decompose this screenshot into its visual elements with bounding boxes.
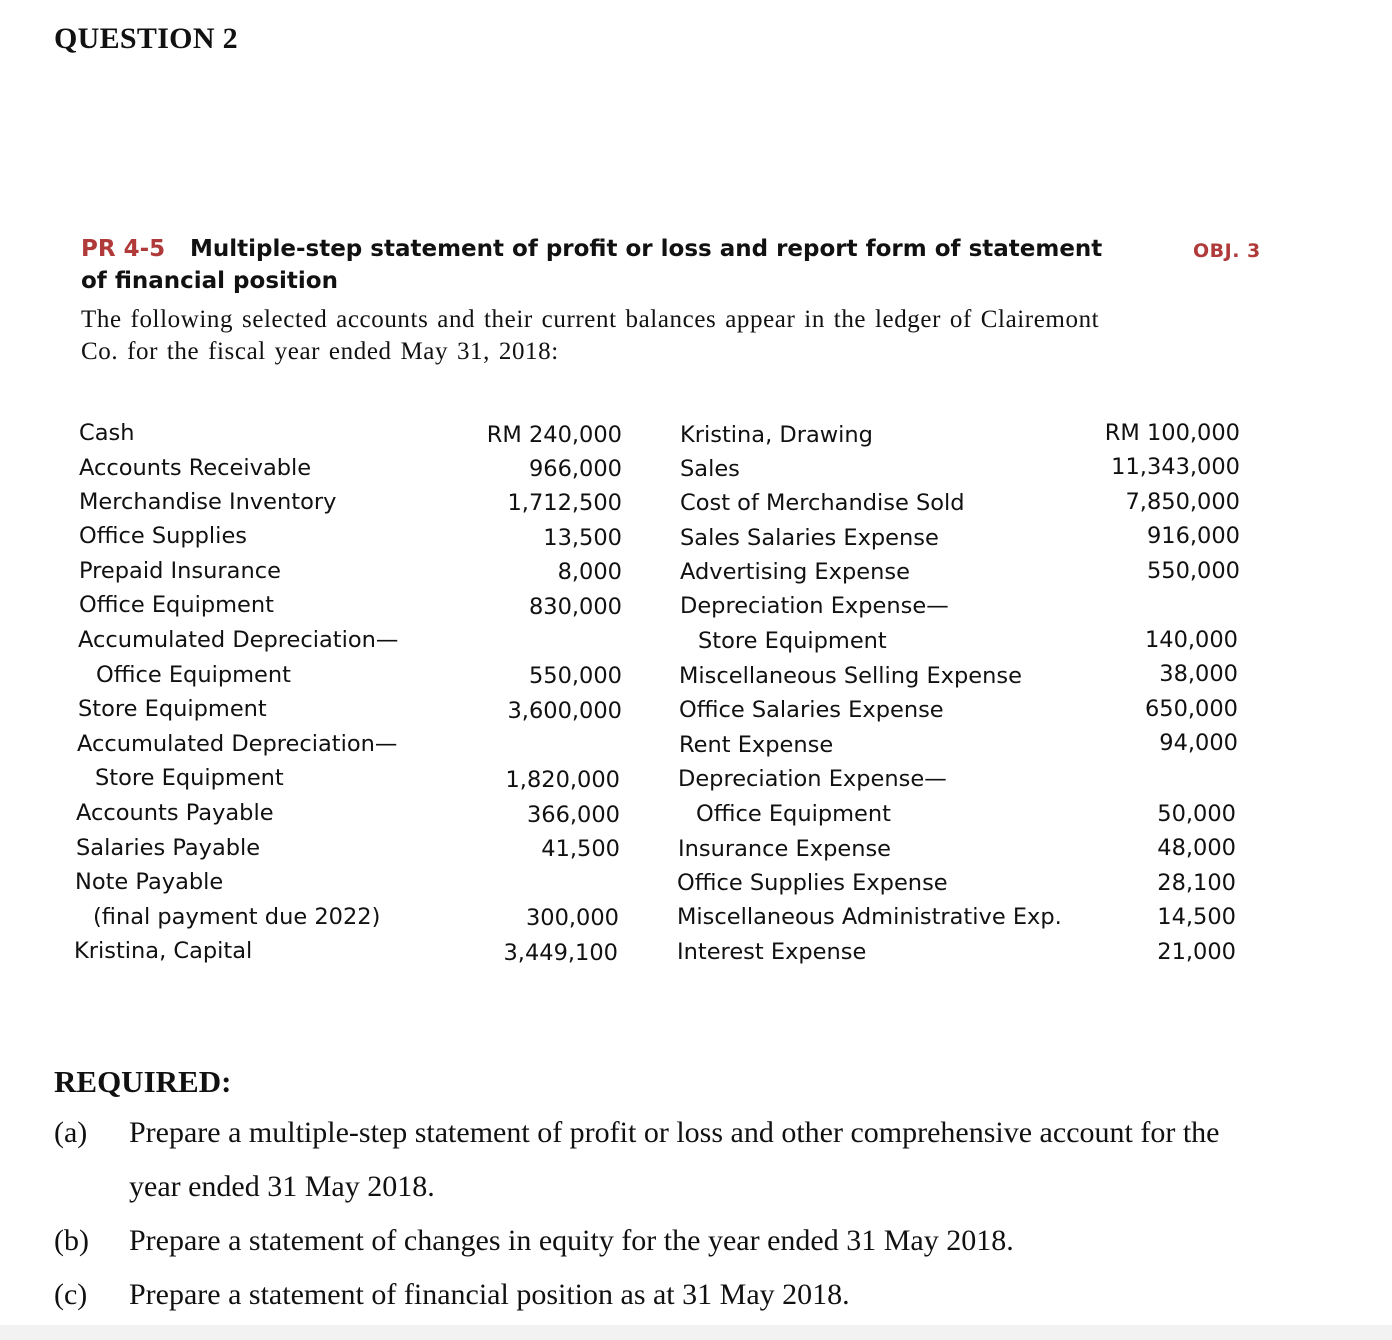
account-amount: 38,000 [1159, 661, 1238, 687]
account-label: Store Equipment [78, 696, 267, 722]
account-amount: 650,000 [1144, 696, 1238, 722]
account-amount: 1,712,500 [507, 490, 622, 516]
required-item-letter: (b) [54, 1224, 89, 1257]
account-label: Miscellaneous Selling Expense [679, 663, 1022, 689]
account-amount: 21,000 [1157, 939, 1236, 965]
account-label: Accumulated Depreciation— [77, 731, 398, 757]
account-label: Prepaid Insurance [79, 558, 281, 584]
account-amount: 366,000 [526, 802, 620, 828]
account-label: Accounts Receivable [79, 455, 312, 481]
objective-label: OBJ. 3 [1193, 240, 1261, 262]
account-label: Cash [79, 420, 135, 446]
required-item-text: Prepare a statement of financial position as at 31 May 2018. [129, 1278, 850, 1311]
account-label: Store Equipment [698, 628, 887, 654]
intro-text: The following selected accounts and their current balances appear in the ledger of Clairemont [81, 306, 1100, 333]
account-label: Office Equipment [79, 592, 274, 618]
required-item-text: Prepare a multiple-step statement of profit or loss and other comprehensive account for the [129, 1116, 1220, 1149]
account-amount: 94,000 [1159, 730, 1238, 756]
account-label: Rent Expense [679, 732, 834, 758]
account-label: Salaries Payable [76, 835, 261, 861]
page-bottom-edge [0, 1325, 1392, 1340]
account-amount: 830,000 [528, 594, 622, 620]
account-label: Cost of Merchandise Sold [680, 490, 965, 516]
account-label: Sales Salaries Expense [680, 525, 939, 551]
required-item-letter: (c) [54, 1278, 88, 1311]
account-label: Office Supplies [79, 523, 248, 549]
problem-title: Multiple-step statement of profit or loss and report form of statement [190, 236, 1103, 262]
problem-code: PR 4-5 [81, 236, 166, 262]
account-amount: 550,000 [1146, 558, 1240, 584]
problem-title-continued: of financial position [81, 268, 338, 294]
account-label: Accounts Payable [76, 800, 274, 826]
account-amount: 1,820,000 [505, 767, 620, 793]
account-amount: 966,000 [528, 456, 622, 482]
account-amount: 28,100 [1157, 870, 1236, 896]
account-amount: 3,600,000 [507, 698, 622, 724]
account-label: Accumulated Depreciation— [78, 627, 399, 653]
account-label: Insurance Expense [678, 836, 892, 862]
account-label: (final payment due 2022) [93, 904, 381, 930]
required-item-text: Prepare a statement of changes in equity for the year ended 31 May 2018. [129, 1224, 1014, 1257]
account-label: Note Payable [75, 869, 224, 895]
account-label: Merchandise Inventory [79, 489, 337, 515]
account-label: Office Salaries Expense [679, 697, 944, 723]
account-amount: 50,000 [1157, 801, 1236, 827]
account-label: Interest Expense [677, 939, 867, 965]
account-label: Office Supplies Expense [677, 870, 948, 896]
account-label: Depreciation Expense— [680, 593, 949, 619]
account-amount: RM 100,000 [1104, 420, 1240, 446]
account-label: Office Equipment [696, 801, 891, 827]
account-label: Depreciation Expense— [678, 766, 947, 792]
account-label: Office Equipment [96, 662, 291, 688]
account-amount: 48,000 [1157, 835, 1236, 861]
required-heading: REQUIRED: [54, 1064, 232, 1099]
question-title: QUESTION 2 [54, 22, 238, 55]
account-label: Kristina, Drawing [680, 422, 873, 448]
account-amount: RM 240,000 [486, 422, 622, 448]
account-amount: 13,500 [543, 525, 622, 551]
account-amount: 140,000 [1144, 627, 1238, 653]
account-amount: 8,000 [557, 559, 622, 585]
required-item-letter: (a) [54, 1116, 88, 1149]
account-amount: 300,000 [525, 905, 619, 931]
account-label: Kristina, Capital [74, 938, 253, 964]
account-amount: 14,500 [1157, 904, 1236, 930]
account-amount: 11,343,000 [1111, 454, 1240, 480]
account-amount: 3,449,100 [503, 940, 618, 966]
account-amount: 41,500 [541, 836, 620, 862]
account-label: Advertising Expense [680, 559, 910, 585]
account-label: Sales [680, 456, 740, 482]
intro-text-continued: Co. for the fiscal year ended May 31, 2018: [81, 338, 559, 365]
account-amount: 550,000 [528, 663, 622, 689]
required-item-text-continued: year ended 31 May 2018. [129, 1170, 435, 1203]
account-amount: 916,000 [1146, 523, 1240, 549]
account-label: Store Equipment [95, 765, 284, 791]
account-label: Miscellaneous Administrative Exp. [677, 904, 1062, 930]
account-amount: 7,850,000 [1125, 489, 1240, 515]
